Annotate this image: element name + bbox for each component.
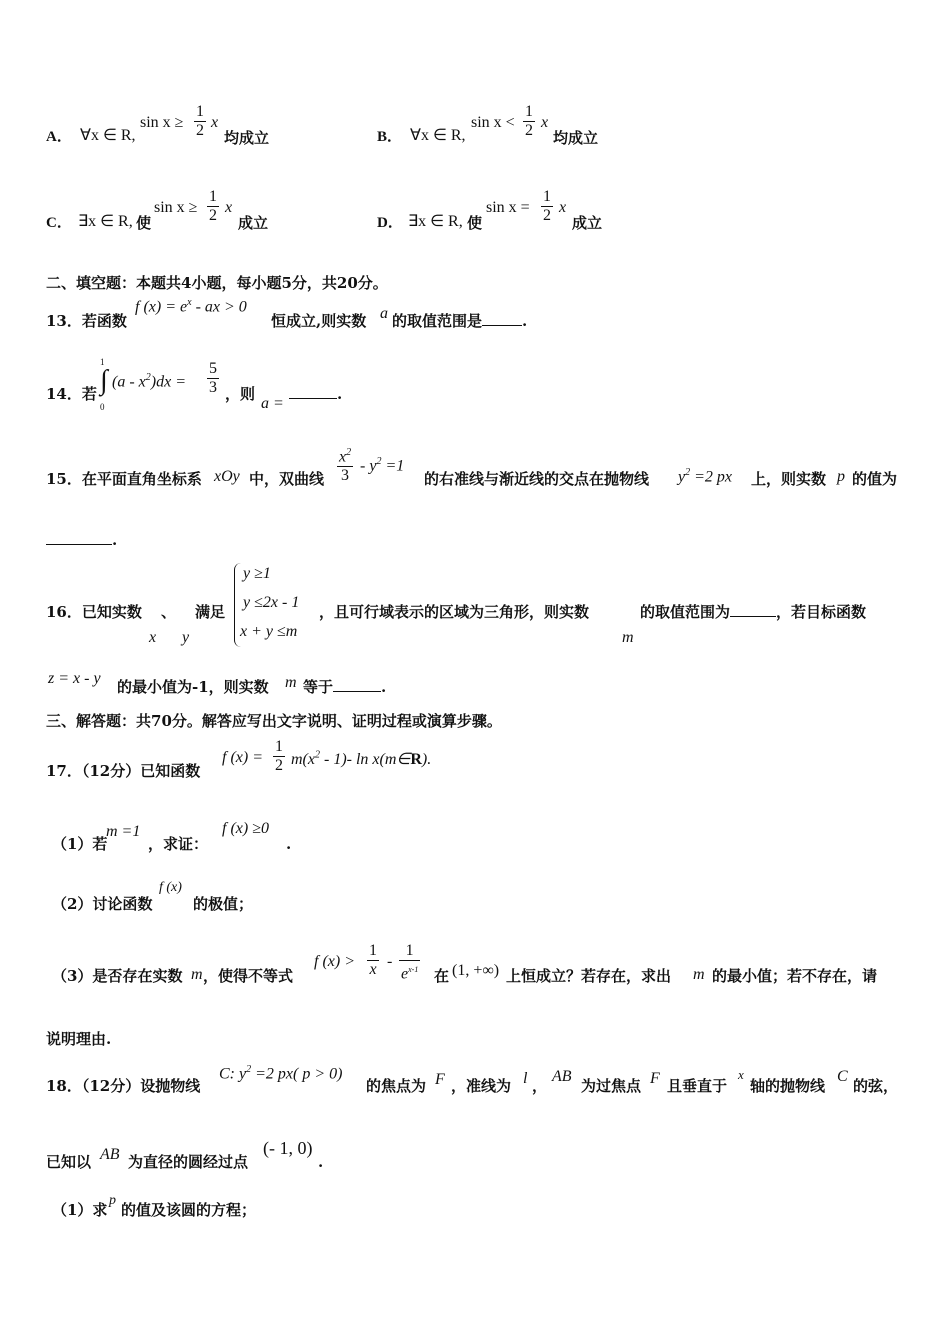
q15-hyperbola: [360, 456, 404, 475]
q17-p3-frac2-base: e: [401, 965, 409, 983]
q18-line2b: 为直径的圆经过点: [128, 1153, 249, 1171]
option-b-inequality: sin x <: [471, 114, 515, 131]
q17-p3-frac-1: [367, 942, 379, 979]
option-d-frac-den: 2: [543, 207, 551, 224]
q15-end: .: [112, 531, 118, 549]
q13-post: 恒成立,则实数: [271, 312, 367, 330]
option-b-tail: 均成立: [553, 129, 599, 147]
option-d-fraction: [541, 188, 553, 225]
option-b-var: x: [541, 114, 549, 131]
q13-post2: [392, 311, 527, 331]
q17-p2-fn: f (x): [159, 880, 182, 895]
q15-fraction: [337, 444, 353, 485]
q17-p3-minus: -: [387, 953, 393, 970]
q16-var-y: y: [182, 629, 190, 646]
q16-post1: 满足: [195, 603, 226, 621]
q18-p1-label: （1）求: [52, 1201, 108, 1219]
q16-blank-1: [730, 602, 776, 617]
option-c-frac-num: 1: [209, 188, 217, 205]
option-a-inequality: sin x ≥: [140, 114, 184, 131]
q16-constraint-3: x + y ≤m: [240, 623, 298, 640]
q14-end: .: [337, 385, 343, 403]
option-d-frac-num: 1: [543, 188, 551, 205]
q16-mid3: ，若目标函数: [776, 603, 867, 621]
q17-p3-mid: ，使得不等式: [203, 967, 294, 985]
q17-frac-den: 2: [275, 757, 283, 774]
q13-intro: [46, 311, 127, 331]
section-3-heading: 三、解答题：共70分。解答应写出文字说明、证明过程或演算步骤。: [46, 712, 502, 730]
q14-answer: [289, 384, 342, 404]
option-c-label: C．: [46, 215, 72, 231]
q16-mid5: [303, 677, 386, 697]
q14-lhs: a =: [261, 395, 284, 412]
q15-frac-num-sup: 2: [346, 447, 352, 458]
q17-p2-post: 的极值；: [193, 895, 254, 913]
q17-rest: [291, 749, 431, 769]
q14-intro: [46, 384, 97, 404]
q14-lower-limit: 0: [100, 402, 105, 412]
q16-constraint-2: y ≤2x - 1: [243, 594, 300, 611]
q18-mid5: 且垂直于: [667, 1077, 728, 1095]
q18-C: C: [837, 1068, 848, 1085]
option-a-fraction: [194, 103, 206, 140]
q14-upper-limit: 1: [100, 357, 105, 367]
q16-mid4: 的最小值为-1，则实数: [117, 678, 269, 696]
q17-p3-ineq: f (x) >: [314, 953, 355, 970]
q13-blank: [482, 311, 522, 326]
q18-intro: 18．（12分）设抛物线: [46, 1077, 201, 1095]
q14-fraction: [207, 360, 219, 397]
q16-var-m2: m: [285, 674, 297, 691]
q18-end: .: [318, 1153, 324, 1171]
option-c-shi: 使: [136, 214, 152, 232]
q17-f: f (x) =: [222, 749, 263, 766]
q15-parabola: [678, 467, 732, 486]
option-b-quantifier: ∀x ∈ R,: [410, 127, 466, 144]
q15-mid2: 的右准线与渐近线的交点在抛物线: [424, 470, 650, 488]
q17-p3-frac1-num: 1: [369, 942, 377, 959]
option-a-tail: 均成立: [224, 129, 270, 147]
option-c-fraction: [207, 188, 219, 225]
option-d-var: x: [559, 199, 567, 216]
q14-frac-num: 5: [209, 360, 217, 377]
q15-var-p: p: [837, 468, 845, 485]
option-b: [377, 126, 402, 147]
q18-mid4: 为过焦点: [581, 1077, 642, 1095]
q15-post: 的值为: [852, 470, 898, 488]
q15-par-sup: 2: [685, 467, 691, 478]
q15-intro: [46, 469, 202, 489]
option-c-var: x: [225, 199, 233, 216]
q15-answer: [46, 530, 117, 550]
q15-par-a: y: [678, 468, 686, 486]
q18-F2: F: [650, 1070, 660, 1087]
q16-number: 16．: [46, 603, 82, 621]
option-b-frac-num: 1: [525, 103, 533, 120]
option-a-var: x: [211, 114, 219, 131]
q17-p2-label: （2）讨论函数: [52, 895, 153, 913]
q17-p3-frac-2: [399, 942, 420, 983]
q16-end: .: [381, 678, 387, 696]
q17-p3-var: m: [191, 966, 203, 983]
option-b-frac-den: 2: [525, 122, 533, 139]
q18-mid2: ，准线为: [451, 1077, 512, 1095]
q13-number: 13．: [46, 312, 82, 330]
q13-var-a: a: [380, 305, 388, 322]
option-a: [46, 126, 72, 147]
q17-p3-frac2-sup: x-1: [408, 965, 419, 974]
option-d-shi: 使: [467, 214, 483, 232]
q15-system: xOy: [214, 468, 240, 485]
q18-point: (- 1, 0): [263, 1138, 313, 1158]
q17-p1-label: （1）若: [52, 835, 108, 853]
option-c-frac-den: 2: [209, 207, 217, 224]
q15-hyp-a: - y: [360, 457, 377, 475]
q17-frac-num: 1: [275, 738, 283, 755]
section-2-heading: 二、填空题：本题共4小题，每小题5分，共20分。: [46, 274, 388, 292]
q17-p3-mid4: 的最小值；若不存在，请: [712, 967, 878, 985]
q18-curve-b: =2 px( p > 0): [251, 1065, 343, 1083]
q17-p3-interval: (1, +∞): [452, 962, 500, 979]
option-d-label: D．: [377, 215, 403, 231]
q13-function: [135, 297, 247, 316]
q13-expr: f (x) = e: [135, 298, 188, 316]
q14-sup: 2: [145, 372, 151, 383]
q18-curve-a: C: y: [219, 1065, 247, 1083]
q18-p1-post: 的值及该圆的方程；: [121, 1201, 257, 1219]
q14-integral-sign: ∫: [100, 365, 108, 396]
q14-number: 14．: [46, 385, 82, 403]
q15-mid3: 上，则实数: [751, 470, 827, 488]
option-c-quantifier: ∃x ∈ R,: [78, 213, 133, 230]
q13-post2-text: 的取值范围是: [392, 312, 483, 330]
option-d: [377, 212, 403, 233]
q17-rest-a: m(x: [291, 751, 315, 768]
q17-p3-mid2: 在: [434, 967, 450, 985]
q18-x: x: [738, 1067, 744, 1082]
q18-AB2: AB: [100, 1146, 120, 1163]
option-a-quantifier: ∀x ∈ R,: [80, 127, 136, 144]
q18-mid6: 轴的抛物线: [750, 1077, 826, 1095]
q15-pre: 在平面直角坐标系: [81, 470, 202, 488]
q15-frac-den: 3: [341, 467, 350, 485]
q16-mid5-text: 等于: [303, 678, 334, 696]
q17-p3-mid3: 上恒成立？若存在，求出: [506, 967, 672, 985]
q16-intro: [46, 602, 142, 622]
q15-frac-num: [337, 444, 353, 467]
q16-objective: z = x - y: [48, 670, 101, 687]
option-a-label: A．: [46, 129, 72, 145]
q16-mid: ，且可行域表示的区域为三角形，则实数: [319, 603, 590, 621]
option-c: [46, 212, 72, 233]
q17-p1-condition: m =1: [106, 823, 141, 840]
q15-frac-num-x: x: [339, 448, 347, 466]
q14-frac-den: 3: [209, 379, 217, 396]
q14-blank: [289, 384, 337, 399]
q17-p3-cont: 说明理由.: [46, 1030, 112, 1048]
q15-hyp-b: =1: [381, 457, 405, 475]
q18-AB: AB: [552, 1068, 572, 1085]
option-b-label: B．: [377, 129, 403, 145]
option-a-frac-den: 2: [196, 122, 204, 139]
q14-mid: ，则: [225, 385, 256, 403]
q16-mid2-text: 的取值范围为: [640, 603, 731, 621]
q18-curve-sup: 2: [246, 1064, 252, 1075]
q18-mid7: 的弦，: [853, 1077, 899, 1095]
q16-pre: 已知实数: [81, 603, 142, 621]
q17-p3-frac2-den: [399, 961, 420, 983]
q13-end: .: [522, 312, 528, 330]
option-c-inequality: sin x ≥: [154, 199, 198, 216]
q17-rest-c: ): [421, 751, 428, 768]
q18-mid1: 的焦点为: [366, 1077, 427, 1095]
q18-l: l: [523, 1070, 528, 1087]
q17-p3-frac2-num: 1: [399, 942, 420, 961]
q13-expr2: - ax > 0: [191, 298, 247, 316]
q15-par-b: =2 px: [690, 468, 733, 486]
q14-integrand: [112, 372, 186, 391]
q18-p1-var: p: [109, 1193, 116, 1208]
q17-rest-b: - 1)- ln x(m∈: [319, 751, 411, 768]
q17-p3-frac1-den: x: [369, 961, 377, 978]
q16-blank-2: [333, 677, 381, 692]
q17-p1-end: .: [286, 835, 292, 853]
q17-fraction: [273, 738, 285, 775]
q13-pre: 若函数: [81, 312, 127, 330]
q14-pre: 若: [81, 385, 97, 403]
q13-sup: x: [187, 297, 192, 308]
option-d-quantifier: ∃x ∈ R,: [408, 213, 463, 230]
q17-R: R: [410, 751, 422, 768]
q17-p1-mid: ，求证：: [148, 835, 209, 853]
option-b-fraction: [523, 103, 535, 140]
option-c-tail: 成立: [238, 214, 269, 232]
q17-intro: 17．（12分）已知函数: [46, 762, 201, 780]
option-a-frac-num: 1: [196, 103, 204, 120]
q18-F: F: [435, 1071, 445, 1088]
option-d-inequality: sin x =: [486, 199, 530, 216]
q15-mid1: 中，双曲线: [249, 470, 325, 488]
q16-constraint-1: y ≥1: [243, 565, 271, 582]
q18-line2a: 已知以: [46, 1153, 92, 1171]
q15-number: 15．: [46, 470, 82, 488]
q14-integrand-b: )dx =: [150, 373, 186, 391]
q17-end: .: [427, 751, 432, 768]
q16-mid2: [640, 602, 866, 622]
q18-curve: [219, 1064, 342, 1083]
q16-var-x: x: [149, 629, 157, 646]
q16-separator: 、: [161, 603, 177, 621]
q15-hyp-sup: 2: [376, 456, 382, 467]
option-d-tail: 成立: [572, 214, 603, 232]
q17-sup: 2: [314, 749, 320, 761]
q17-p3-var2: m: [693, 966, 705, 983]
q17-p3-label: （3）是否存在实数: [52, 967, 183, 985]
q14-integrand-a: (a - x: [112, 373, 146, 391]
q16-var-m: m: [622, 629, 634, 646]
q18-mid3: ，: [532, 1077, 548, 1095]
q17-p1-claim: f (x) ≥0: [222, 820, 269, 837]
q15-blank: [46, 530, 112, 545]
